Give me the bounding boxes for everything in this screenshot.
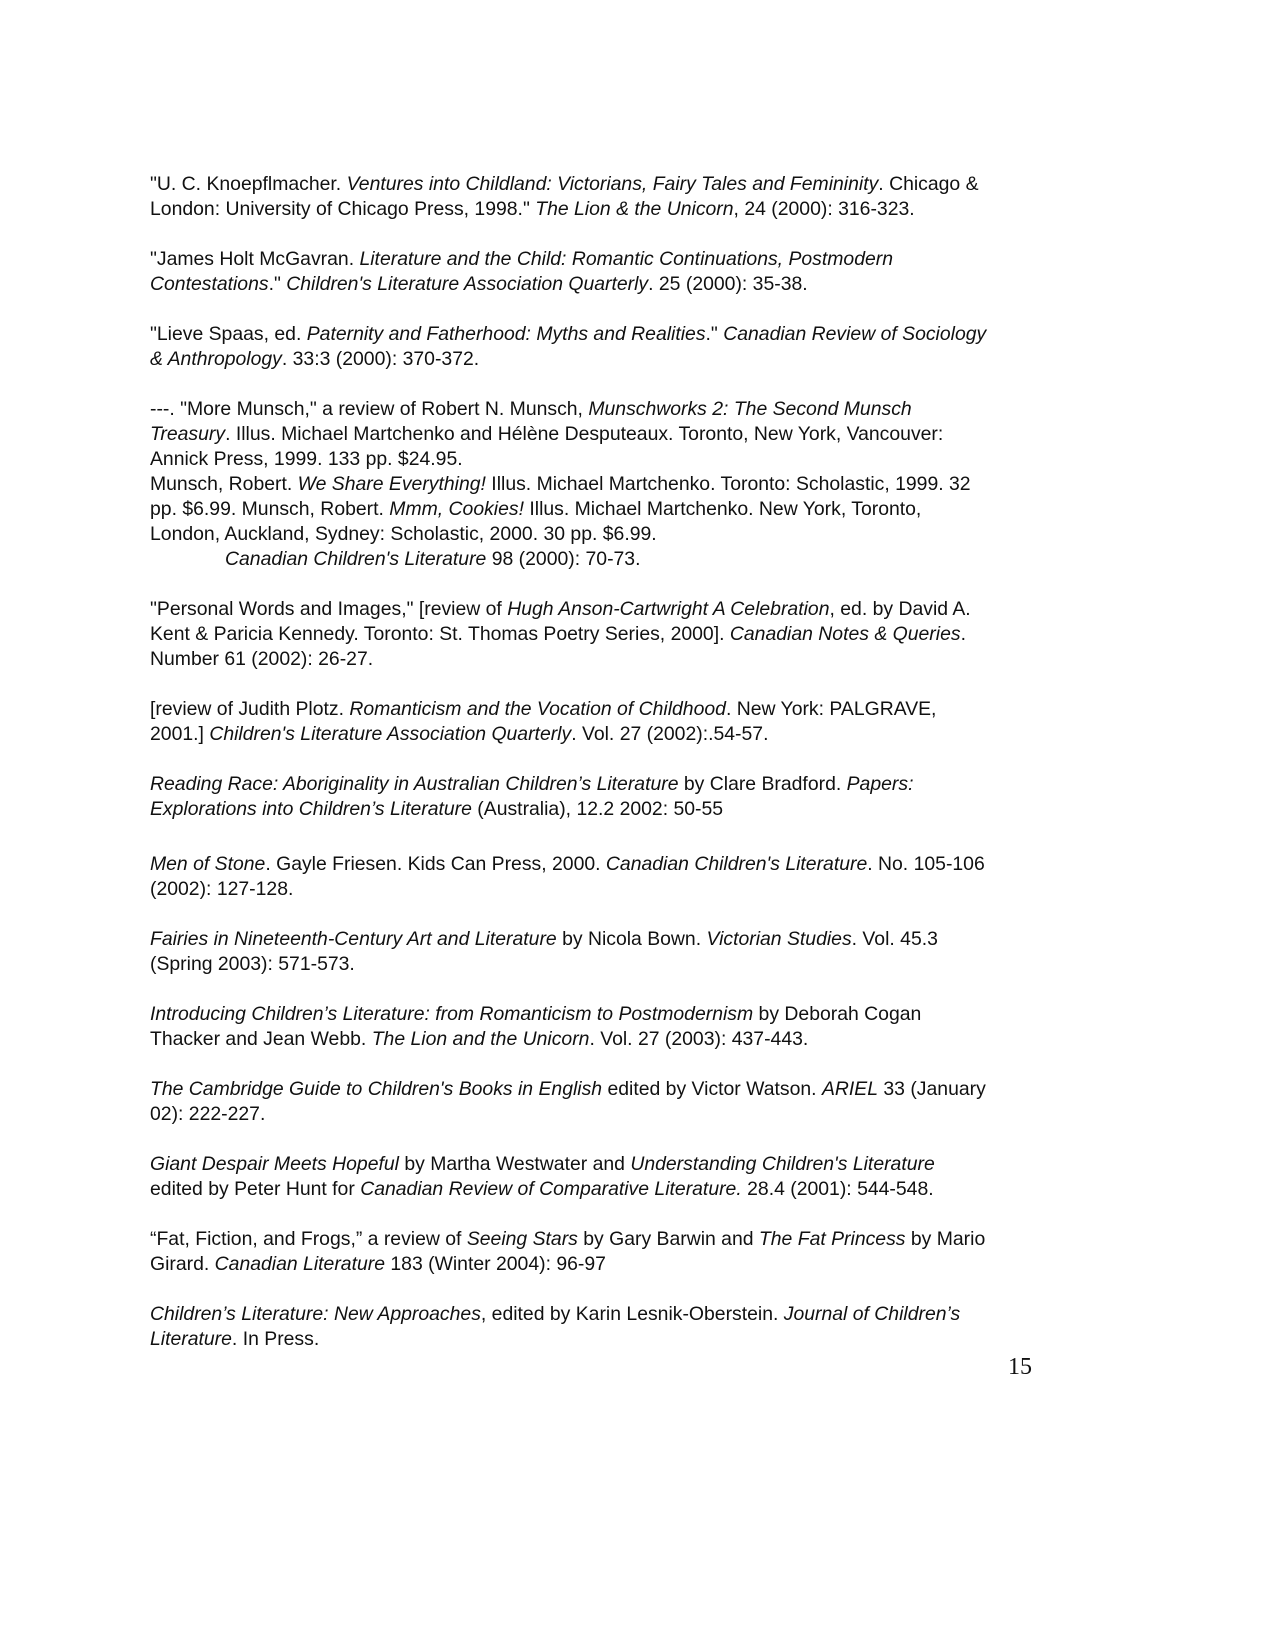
entry-line xyxy=(150,172,1055,197)
bibliography-entry xyxy=(150,247,1055,297)
italic-title: Contestations xyxy=(150,273,269,295)
entry-line xyxy=(150,1177,1055,1202)
italic-title: Ventures into Childland: Victorians, Fairy Tales and Femininity xyxy=(346,173,879,195)
italic-title: Seeing Stars xyxy=(466,1228,578,1250)
italic-title: Hugh Anson-Cartwright A Celebration xyxy=(507,598,830,620)
bibliography-entry xyxy=(150,852,1055,902)
entry-text: 28.4 (2001): 544-548. xyxy=(741,1178,934,1200)
italic-title: Canadian Children's Literature xyxy=(605,853,868,875)
bibliography-entry xyxy=(150,1077,1055,1127)
entry-text: . 25 (2000): 35-38. xyxy=(648,273,808,295)
italic-title: The Cambridge Guide to Children's Books in English xyxy=(150,1078,603,1100)
italic-title: Giant Despair Meets Hopeful xyxy=(150,1153,399,1175)
italic-title: The Lion & the Unicorn xyxy=(535,198,734,220)
entry-line xyxy=(150,397,1055,422)
italic-title: Men of Stone xyxy=(150,853,266,875)
italic-title: ARIEL xyxy=(821,1078,878,1100)
italic-title: Introducing Children’s Literature: from Romanticism to Postmodernism xyxy=(150,1003,754,1025)
entry-line xyxy=(150,647,1055,672)
italic-title: Papers: xyxy=(846,773,914,795)
bibliography-entry xyxy=(150,1227,1055,1277)
entry-line xyxy=(150,272,1055,297)
entry-text: Munsch, Robert. xyxy=(150,473,298,495)
entry-text: , 24 (2000): 316-323. xyxy=(733,198,915,220)
bibliography-entry xyxy=(150,697,1055,747)
bibliography-entry xyxy=(150,1002,1055,1052)
entry-text: by Martha Westwater and xyxy=(398,1153,631,1175)
italic-title: Canadian Review of Sociology xyxy=(723,323,987,345)
entry-line xyxy=(150,697,1055,722)
entry-line xyxy=(150,1227,1055,1252)
bibliography-entry xyxy=(150,322,1055,372)
entry-line xyxy=(150,1252,1055,1277)
entry-line xyxy=(150,952,1055,977)
italic-title: Canadian Children's Literature xyxy=(225,548,487,570)
entry-line xyxy=(150,1027,1055,1052)
italic-title: Treasury xyxy=(150,423,226,445)
entry-text: . Gayle Friesen. Kids Can Press, 2000. xyxy=(265,853,606,875)
italic-title: & Anthropology xyxy=(150,348,282,370)
entry-text: . Vol. 27 (2002):.54-57. xyxy=(571,723,769,745)
entry-text: London, Auckland, Sydney: Scholastic, 2000. 30 pp. $6.99. xyxy=(150,523,657,545)
entry-line xyxy=(150,1077,1055,1102)
entry-text: ." xyxy=(705,323,724,345)
entry-text: . xyxy=(960,623,966,645)
entry-text: , edited by Karin Lesnik-Oberstein. xyxy=(480,1303,784,1325)
entry-text: "Personal Words and Images," [review of xyxy=(150,598,508,620)
entry-line xyxy=(150,597,1055,622)
italic-title: The Fat Princess xyxy=(758,1228,906,1250)
entry-line xyxy=(150,197,1055,222)
italic-title: Canadian Review of Comparative Literature. xyxy=(360,1178,742,1200)
italic-title: Victorian Studies xyxy=(706,928,852,950)
italic-title: Children’s Literature: New Approaches xyxy=(150,1303,481,1325)
entry-text: , ed. by David A. xyxy=(829,598,971,620)
entry-text: pp. $6.99. Munsch, Robert. xyxy=(150,498,390,520)
entry-text: . Vol. 27 (2003): 437-443. xyxy=(589,1028,809,1050)
page-number: 15 xyxy=(1008,1354,1032,1380)
entry-text: [review of Judith Plotz. xyxy=(150,698,350,720)
entry-text: edited by Victor Watson. xyxy=(602,1078,822,1100)
entry-line xyxy=(150,472,1055,497)
entry-text: . New York: PALGRAVE, xyxy=(725,698,937,720)
entry-text: (Australia), 12.2 2002: 50-55 xyxy=(471,798,724,820)
bibliography-entry xyxy=(150,1302,1055,1352)
italic-title: Children's Literature Association Quarterly xyxy=(209,723,572,745)
italic-title: We Share Everything! xyxy=(297,473,486,495)
entry-text: (2002): 127-128. xyxy=(150,878,294,900)
entry-text: Illus. Michael Martchenko. New York, Toronto, xyxy=(523,498,922,520)
bibliography-entry xyxy=(150,172,1055,222)
bibliography-entry xyxy=(150,1152,1055,1202)
italic-title: Literature and the Child: Romantic Continuations, Postmodern xyxy=(359,248,894,270)
entry-text: . 33:3 (2000): 370-372. xyxy=(281,348,480,370)
entry-line xyxy=(150,852,1055,877)
entry-text: . Chicago & xyxy=(878,173,979,195)
entry-text: by Nicola Bown. xyxy=(556,928,707,950)
entry-text: edited by Peter Hunt for xyxy=(150,1178,361,1200)
entry-text: . No. 105-106 xyxy=(867,853,985,875)
entry-text: by Deborah Cogan xyxy=(753,1003,922,1025)
entry-line xyxy=(150,1327,1055,1352)
entry-line xyxy=(150,247,1055,272)
bibliography-entry xyxy=(150,772,1055,822)
italic-title: Explorations into Children’s Literature xyxy=(150,798,472,820)
entry-line xyxy=(150,447,1055,472)
entry-line xyxy=(150,772,1055,797)
bibliography-entry xyxy=(150,927,1055,977)
entry-text: “Fat, Fiction, and Frogs,” a review of xyxy=(150,1228,467,1250)
entry-line xyxy=(150,522,1055,547)
entry-text: Number 61 (2002): 26-27. xyxy=(150,648,374,670)
italic-title: The Lion and the Unicorn xyxy=(371,1028,590,1050)
italic-title: Paternity and Fatherhood: Myths and Realities xyxy=(306,323,706,345)
entry-text: London: University of Chicago Press, 1998." xyxy=(150,198,536,220)
italic-title: Children's Literature Association Quarterly xyxy=(286,273,649,295)
entry-line xyxy=(150,622,1055,647)
entry-text: 02): 222-227. xyxy=(150,1103,266,1125)
italic-title: Literature xyxy=(150,1328,232,1350)
entry-text: Kent & Paricia Kennedy. Toronto: St. Thomas Poetry Series, 2000]. xyxy=(150,623,730,645)
entry-line xyxy=(150,927,1055,952)
entry-line xyxy=(150,422,1055,447)
bibliography-list xyxy=(150,172,1055,1377)
entry-text: . Vol. 45.3 xyxy=(851,928,938,950)
entry-text: 33 (January xyxy=(878,1078,986,1100)
entry-line xyxy=(150,1152,1055,1177)
italic-title: Reading Race: Aboriginality in Australian Children’s Literature xyxy=(150,773,679,795)
italic-title: Canadian Literature xyxy=(214,1253,385,1275)
entry-text: . In Press. xyxy=(231,1328,320,1350)
entry-text: ." xyxy=(268,273,287,295)
entry-text: Thacker and Jean Webb. xyxy=(150,1028,372,1050)
italic-title: Romanticism and the Vocation of Childhood xyxy=(349,698,726,720)
italic-title: Canadian Notes & Queries xyxy=(729,623,961,645)
entry-line xyxy=(150,797,1055,822)
entry-text: ---. "More Munsch," a review of Robert N. Munsch, xyxy=(150,398,589,420)
entry-text: by Gary Barwin and xyxy=(577,1228,759,1250)
italic-title: Understanding Children's Literature xyxy=(630,1153,935,1175)
entry-text: by Mario xyxy=(905,1228,986,1250)
entry-text: Annick Press, 1999. 133 pp. $24.95. xyxy=(150,448,463,470)
entry-line xyxy=(150,347,1055,372)
italic-title: Munschworks 2: The Second Munsch xyxy=(588,398,912,420)
entry-text: 98 (2000): 70-73. xyxy=(486,548,641,570)
entry-text: "U. C. Knoepflmacher. xyxy=(150,173,347,195)
bibliography-entry xyxy=(150,597,1055,672)
entry-text: Illus. Michael Martchenko. Toronto: Scholastic, 1999. 32 xyxy=(485,473,971,495)
entry-line xyxy=(150,1102,1055,1127)
bibliography-entry xyxy=(150,397,1055,572)
italic-title: Mmm, Cookies! xyxy=(389,498,524,520)
italic-title: Journal of Children’s xyxy=(783,1303,961,1325)
entry-line xyxy=(150,877,1055,902)
entry-line xyxy=(150,1302,1055,1327)
entry-text: "Lieve Spaas, ed. xyxy=(150,323,307,345)
entry-text: "James Holt McGavran. xyxy=(150,248,360,270)
entry-text: by Clare Bradford. xyxy=(678,773,847,795)
entry-text: 2001.] xyxy=(150,723,210,745)
italic-title: Fairies in Nineteenth-Century Art and Literature xyxy=(150,928,557,950)
entry-line xyxy=(150,322,1055,347)
entry-line xyxy=(150,722,1055,747)
entry-text: (Spring 2003): 571-573. xyxy=(150,953,355,975)
entry-line xyxy=(150,1002,1055,1027)
entry-text: 183 (Winter 2004): 96-97 xyxy=(384,1253,606,1275)
entry-text: . Illus. Michael Martchenko and Hélène Desputeaux. Toronto, New York, Vancouver: xyxy=(225,423,944,445)
entry-line xyxy=(150,497,1055,522)
entry-line xyxy=(150,547,1055,572)
entry-text: Girard. xyxy=(150,1253,215,1275)
